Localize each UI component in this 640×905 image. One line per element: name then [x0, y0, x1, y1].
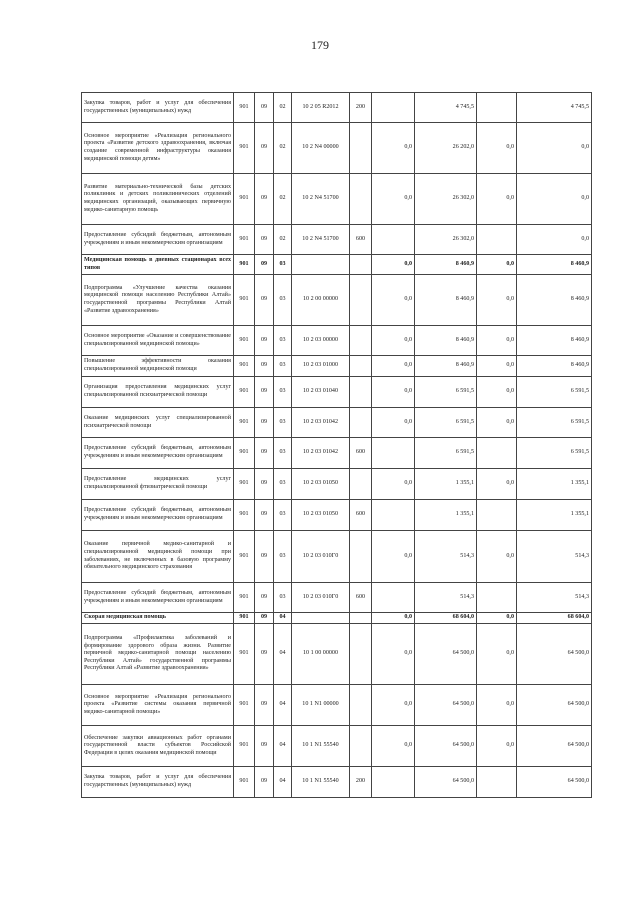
row-ministry-code: 901 [234, 255, 255, 275]
row-name: Оказание медицинских услуг специализированной психиатрической помощи [82, 408, 234, 438]
row-ministry-code: 901 [234, 408, 255, 438]
row-amount-3 [477, 583, 517, 613]
row-target-article: 10 2 03 01042 [292, 438, 350, 469]
row-target-article: 10 1 N1 55540 [292, 767, 350, 798]
row-amount-3: 0,0 [477, 408, 517, 438]
row-amount-3: 0,0 [477, 356, 517, 377]
row-section-code: 09 [255, 275, 274, 326]
table-row [82, 685, 592, 726]
table-row [82, 174, 592, 225]
row-name: Основное мероприятие «Оказание и совершенствование специализированной медицинской помощи» [82, 326, 234, 356]
row-amount-4: 1 355,1 [517, 469, 592, 500]
row-target-article: 10 2 N4 51700 [292, 174, 350, 225]
table-row [82, 624, 592, 685]
row-amount-1 [372, 225, 415, 255]
row-name: Подпрограмма «Профилактика заболеваний и формирование здорового образа жизни. Развитие первичной медико-санитарной помощи населению Республики Алтай» государственной программы Республики Алтай «Развитие здравоохранения» [82, 624, 234, 685]
row-target-article: 10 2 N4 00000 [292, 123, 350, 174]
row-ministry-code: 901 [234, 767, 255, 798]
row-section-code: 09 [255, 438, 274, 469]
row-subsection-code: 03 [274, 583, 292, 613]
row-amount-4: 68 604,0 [517, 613, 592, 624]
row-subsection-code: 02 [274, 123, 292, 174]
row-expense-type: 200 [350, 767, 372, 798]
table-row [82, 613, 592, 624]
table-row [82, 500, 592, 531]
row-amount-2: 26 302,0 [415, 174, 477, 225]
row-amount-1: 0,0 [372, 275, 415, 326]
row-section-code: 09 [255, 767, 274, 798]
row-amount-2: 64 500,0 [415, 726, 477, 767]
row-amount-4: 0,0 [517, 174, 592, 225]
row-name: Повышение эффективности оказания специализированной медицинской помощи [82, 356, 234, 377]
row-name: Предоставление субсидий бюджетным, автономным учреждениям и иным некоммерческим организациям [82, 500, 234, 531]
row-section-code: 09 [255, 613, 274, 624]
row-amount-2: 64 500,0 [415, 624, 477, 685]
row-subsection-code: 03 [274, 531, 292, 583]
row-expense-type [350, 123, 372, 174]
row-amount-1: 0,0 [372, 531, 415, 583]
row-ministry-code: 901 [234, 438, 255, 469]
row-amount-2: 6 591,5 [415, 408, 477, 438]
row-expense-type [350, 469, 372, 500]
row-expense-type: 600 [350, 225, 372, 255]
table-row [82, 275, 592, 326]
row-target-article: 10 2 03 01040 [292, 377, 350, 408]
row-ministry-code: 901 [234, 469, 255, 500]
table-row [82, 93, 592, 123]
row-section-code: 09 [255, 408, 274, 438]
row-amount-2: 8 460,9 [415, 275, 477, 326]
row-amount-2: 4 745,5 [415, 93, 477, 123]
row-target-article: 10 2 03 00000 [292, 326, 350, 356]
row-expense-type: 200 [350, 93, 372, 123]
row-expense-type [350, 624, 372, 685]
row-amount-3: 0,0 [477, 377, 517, 408]
row-amount-2: 26 302,0 [415, 225, 477, 255]
row-amount-1 [372, 583, 415, 613]
row-ministry-code: 901 [234, 356, 255, 377]
row-amount-2: 6 591,5 [415, 438, 477, 469]
table-row [82, 123, 592, 174]
row-expense-type [350, 275, 372, 326]
row-name: Развитие материально-технической базы детских поликлиник и детских поликлинических отделений медицинских организаций, оказывающих первичную медико-санитарную помощь [82, 174, 234, 225]
row-section-code: 09 [255, 225, 274, 255]
row-target-article: 10 2 03 01050 [292, 469, 350, 500]
row-amount-2: 8 460,9 [415, 326, 477, 356]
row-name: Закупка товаров, работ и услуг для обеспечения государственных (муниципальных) нужд [82, 767, 234, 798]
row-section-code: 09 [255, 356, 274, 377]
row-subsection-code: 04 [274, 613, 292, 624]
row-name: Подпрограмма «Улучшение качества оказания медицинской помощи населению Республики Алтай» государственной программы Республики Алтай «Развитие здравоохранения» [82, 275, 234, 326]
row-ministry-code: 901 [234, 123, 255, 174]
row-name: Предоставление субсидий бюджетным, автономным учреждениям и иным некоммерческим организациям [82, 583, 234, 613]
row-amount-2: 64 500,0 [415, 685, 477, 726]
row-amount-1: 0,0 [372, 326, 415, 356]
row-amount-3: 0,0 [477, 726, 517, 767]
row-amount-1: 0,0 [372, 685, 415, 726]
row-target-article: 10 2 N4 51700 [292, 225, 350, 255]
row-amount-3: 0,0 [477, 685, 517, 726]
row-ministry-code: 901 [234, 726, 255, 767]
row-amount-3 [477, 500, 517, 531]
row-amount-3: 0,0 [477, 469, 517, 500]
row-subsection-code: 03 [274, 275, 292, 326]
row-subsection-code: 03 [274, 408, 292, 438]
row-amount-2: 64 500,0 [415, 767, 477, 798]
row-name: Предоставление медицинских услуг специализированной фтизиатрической помощи [82, 469, 234, 500]
row-subsection-code: 03 [274, 377, 292, 408]
row-amount-3 [477, 438, 517, 469]
table-row [82, 408, 592, 438]
row-subsection-code: 02 [274, 225, 292, 255]
row-section-code: 09 [255, 500, 274, 531]
row-subsection-code: 03 [274, 326, 292, 356]
row-target-article: 10 1 00 00000 [292, 624, 350, 685]
row-target-article: 10 2 00 00000 [292, 275, 350, 326]
row-amount-3: 0,0 [477, 613, 517, 624]
row-target-article: 10 2 05 R2012 [292, 93, 350, 123]
row-amount-2: 6 591,5 [415, 377, 477, 408]
row-amount-4: 64 500,0 [517, 726, 592, 767]
row-target-article: 10 2 03 01050 [292, 500, 350, 531]
table-body [82, 93, 592, 798]
row-amount-1: 0,0 [372, 624, 415, 685]
row-subsection-code: 02 [274, 93, 292, 123]
row-amount-1: 0,0 [372, 469, 415, 500]
table-row [82, 726, 592, 767]
row-amount-1: 0,0 [372, 255, 415, 275]
row-subsection-code: 04 [274, 624, 292, 685]
row-expense-type [350, 531, 372, 583]
row-amount-4: 0,0 [517, 123, 592, 174]
row-target-article: 10 2 03 010Г0 [292, 583, 350, 613]
row-amount-2: 8 460,9 [415, 255, 477, 275]
row-amount-3: 0,0 [477, 275, 517, 326]
row-expense-type: 600 [350, 583, 372, 613]
row-amount-1: 0,0 [372, 123, 415, 174]
row-ministry-code: 901 [234, 326, 255, 356]
row-subsection-code: 04 [274, 767, 292, 798]
row-amount-1 [372, 93, 415, 123]
row-ministry-code: 901 [234, 583, 255, 613]
row-amount-3 [477, 225, 517, 255]
row-amount-2: 1 355,1 [415, 469, 477, 500]
row-amount-3 [477, 93, 517, 123]
budget-table [81, 92, 592, 798]
row-amount-4: 1 355,1 [517, 500, 592, 531]
row-amount-4: 4 745,5 [517, 93, 592, 123]
row-subsection-code: 04 [274, 685, 292, 726]
row-amount-4: 8 460,9 [517, 326, 592, 356]
row-amount-4: 8 460,9 [517, 275, 592, 326]
row-amount-3: 0,0 [477, 326, 517, 356]
row-amount-4: 514,3 [517, 531, 592, 583]
row-expense-type [350, 377, 372, 408]
row-expense-type [350, 408, 372, 438]
row-name: Обеспечение закупки авиационных работ органами государственной власти субъектов Российской Федерации в целях оказания медицинской помощи [82, 726, 234, 767]
row-amount-3: 0,0 [477, 123, 517, 174]
row-ministry-code: 901 [234, 377, 255, 408]
row-subsection-code: 03 [274, 469, 292, 500]
row-target-article: 10 2 03 010Г0 [292, 531, 350, 583]
row-ministry-code: 901 [234, 225, 255, 255]
row-target-article [292, 613, 350, 624]
table-row [82, 531, 592, 583]
table-row [82, 326, 592, 356]
row-ministry-code: 901 [234, 531, 255, 583]
table-row [82, 767, 592, 798]
row-amount-2: 26 202,0 [415, 123, 477, 174]
row-name: Предоставление субсидий бюджетным, автономным учреждениям и иным некоммерческим организациям [82, 225, 234, 255]
table-row [82, 225, 592, 255]
row-subsection-code: 03 [274, 255, 292, 275]
row-name: Организация предоставления медицинских услуг специализированной психиатрической помощи [82, 377, 234, 408]
row-target-article: 10 1 N1 55540 [292, 726, 350, 767]
row-expense-type: 600 [350, 438, 372, 469]
row-amount-1: 0,0 [372, 726, 415, 767]
row-amount-2: 8 460,9 [415, 356, 477, 377]
row-amount-2: 514,3 [415, 583, 477, 613]
row-section-code: 09 [255, 93, 274, 123]
row-target-article: 10 1 N1 00000 [292, 685, 350, 726]
row-subsection-code: 03 [274, 500, 292, 531]
row-section-code: 09 [255, 726, 274, 767]
table-row [82, 438, 592, 469]
row-expense-type [350, 613, 372, 624]
row-name: Основное мероприятие «Реализация регионального проекта «Развитие системы оказания первичной медико-санитарной помощи» [82, 685, 234, 726]
row-subsection-code: 03 [274, 356, 292, 377]
row-section-code: 09 [255, 123, 274, 174]
row-amount-1: 0,0 [372, 356, 415, 377]
row-expense-type [350, 174, 372, 225]
row-name: Основное мероприятие «Реализация регионального проекта «Развитие детского здравоохранения, включая создание современной инфраструктуры оказания медицинской помощи детям» [82, 123, 234, 174]
row-name: Медицинская помощь в дневных стационарах всех типов [82, 255, 234, 275]
table-row [82, 583, 592, 613]
row-amount-3: 0,0 [477, 255, 517, 275]
row-target-article: 10 2 03 01000 [292, 356, 350, 377]
table-row [82, 469, 592, 500]
row-amount-2: 1 355,1 [415, 500, 477, 531]
row-amount-4: 8 460,9 [517, 356, 592, 377]
row-amount-1: 0,0 [372, 174, 415, 225]
row-target-article [292, 255, 350, 275]
row-amount-4: 64 500,0 [517, 767, 592, 798]
page-number: 179 [311, 38, 329, 52]
row-name: Оказание первичной медико-санитарной и специализированной медицинской помощи при заболеваниях, не включенных в базовую программу обязательного медицинского страхования [82, 531, 234, 583]
row-ministry-code: 901 [234, 174, 255, 225]
row-expense-type [350, 356, 372, 377]
row-ministry-code: 901 [234, 275, 255, 326]
row-amount-3 [477, 767, 517, 798]
row-amount-1 [372, 500, 415, 531]
row-amount-4: 64 500,0 [517, 685, 592, 726]
row-section-code: 09 [255, 255, 274, 275]
row-amount-3: 0,0 [477, 531, 517, 583]
row-name: Скорая медицинская помощь [82, 613, 234, 624]
row-section-code: 09 [255, 377, 274, 408]
row-amount-4: 64 500,0 [517, 624, 592, 685]
table-row [82, 377, 592, 408]
row-amount-4: 6 591,5 [517, 408, 592, 438]
row-name: Закупка товаров, работ и услуг для обеспечения государственных (муниципальных) нужд [82, 93, 234, 123]
row-ministry-code: 901 [234, 500, 255, 531]
row-ministry-code: 901 [234, 613, 255, 624]
table-row [82, 255, 592, 275]
row-amount-4: 6 591,5 [517, 377, 592, 408]
row-section-code: 09 [255, 531, 274, 583]
row-amount-2: 514,3 [415, 531, 477, 583]
row-amount-1: 0,0 [372, 377, 415, 408]
row-expense-type [350, 685, 372, 726]
row-amount-2: 68 604,0 [415, 613, 477, 624]
row-amount-4: 514,3 [517, 583, 592, 613]
row-amount-1: 0,0 [372, 613, 415, 624]
row-subsection-code: 04 [274, 726, 292, 767]
row-ministry-code: 901 [234, 93, 255, 123]
row-expense-type [350, 255, 372, 275]
row-amount-4: 0,0 [517, 225, 592, 255]
row-section-code: 09 [255, 583, 274, 613]
row-subsection-code: 02 [274, 174, 292, 225]
table-row [82, 356, 592, 377]
row-section-code: 09 [255, 685, 274, 726]
row-target-article: 10 2 03 01042 [292, 408, 350, 438]
row-amount-1: 0,0 [372, 408, 415, 438]
row-name: Предоставление субсидий бюджетным, автономным учреждениям и иным некоммерческим организациям [82, 438, 234, 469]
row-section-code: 09 [255, 469, 274, 500]
row-amount-1 [372, 438, 415, 469]
row-subsection-code: 03 [274, 438, 292, 469]
row-amount-1 [372, 767, 415, 798]
row-expense-type [350, 726, 372, 767]
row-section-code: 09 [255, 624, 274, 685]
row-section-code: 09 [255, 174, 274, 225]
row-amount-4: 8 460,9 [517, 255, 592, 275]
row-amount-4: 6 591,5 [517, 438, 592, 469]
row-ministry-code: 901 [234, 624, 255, 685]
row-amount-3: 0,0 [477, 624, 517, 685]
row-expense-type [350, 326, 372, 356]
row-ministry-code: 901 [234, 685, 255, 726]
row-section-code: 09 [255, 326, 274, 356]
row-amount-3: 0,0 [477, 174, 517, 225]
row-expense-type: 600 [350, 500, 372, 531]
